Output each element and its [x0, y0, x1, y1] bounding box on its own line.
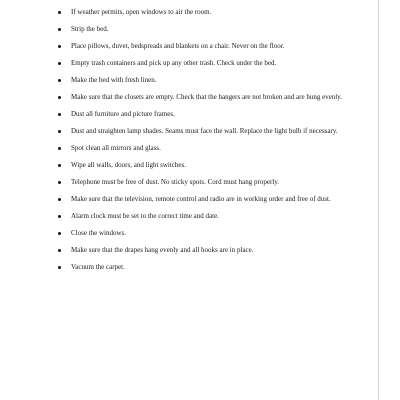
page-edge: [378, 0, 379, 400]
bullet-icon: [58, 130, 61, 133]
bullet-icon: [58, 215, 61, 218]
list-item-text: Make sure that the television, remote control and radio are in working order and free of dust.: [71, 195, 331, 203]
list-item: [58, 263, 358, 272]
list-item-text: Strip the bed.: [71, 25, 109, 33]
list-item-text: Alarm clock must be set to the correct time and date.: [71, 212, 219, 220]
list-item: [58, 93, 358, 102]
list-item-text: Make the bed with fresh linen.: [71, 76, 157, 84]
list-item-text: Dust and straighten lamp shades. Seams must face the wall. Replace the light bulb if necessary.: [71, 127, 338, 135]
bullet-icon: [58, 164, 61, 167]
list-item-text: Make sure that the closets are empty. Check that the hangers are not broken and are hung evenly.: [71, 93, 343, 101]
list-item: [58, 127, 358, 136]
bullet-icon: [58, 266, 61, 269]
list-item: [58, 195, 358, 204]
bullet-icon: [58, 181, 61, 184]
list-item: [58, 8, 358, 17]
list-item: [58, 246, 358, 255]
list-item: [58, 229, 358, 238]
bullet-icon: [58, 11, 61, 14]
bullet-icon: [58, 79, 61, 82]
list-item: [58, 144, 358, 153]
list-item-text: Close the windows.: [71, 229, 127, 237]
list-item-text: Dust all furniture and picture frames.: [71, 110, 175, 118]
bullet-icon: [58, 28, 61, 31]
list-item: [58, 178, 358, 187]
list-item: [58, 25, 358, 34]
list-item: [58, 76, 358, 85]
bullet-icon: [58, 147, 61, 150]
list-item: [58, 42, 358, 51]
list-item-text: Empty trash containers and pick up any other trash. Check under the bed.: [71, 59, 277, 67]
list-item: [58, 161, 358, 170]
bullet-icon: [58, 249, 61, 252]
list-item-text: Wipe all walls, doors, and light switches.: [71, 161, 187, 169]
list-item-text: Place pillows, duvet, bedspreads and blankets on a chair. Never on the floor.: [71, 42, 285, 50]
bullet-icon: [58, 232, 61, 235]
list-item-text: If weather permits, open windows to air the room.: [71, 8, 212, 16]
bullet-icon: [58, 113, 61, 116]
list-item-text: Make sure that the drapes hang evenly and all hooks are in place.: [71, 246, 254, 254]
bullet-icon: [58, 45, 61, 48]
list-item-text: Spot clean all mirrors and glass.: [71, 144, 161, 152]
bullet-icon: [58, 96, 61, 99]
list-item: [58, 110, 358, 119]
bullet-icon: [58, 62, 61, 65]
list-item-text: Telephone must be free of dust. No sticky spots. Cord must hang properly.: [71, 178, 280, 186]
list-item: [58, 212, 358, 221]
bullet-icon: [58, 198, 61, 201]
cleaning-checklist: [58, 8, 358, 280]
list-item-text: Vacuum the carpet.: [71, 263, 125, 271]
list-item: [58, 59, 358, 68]
